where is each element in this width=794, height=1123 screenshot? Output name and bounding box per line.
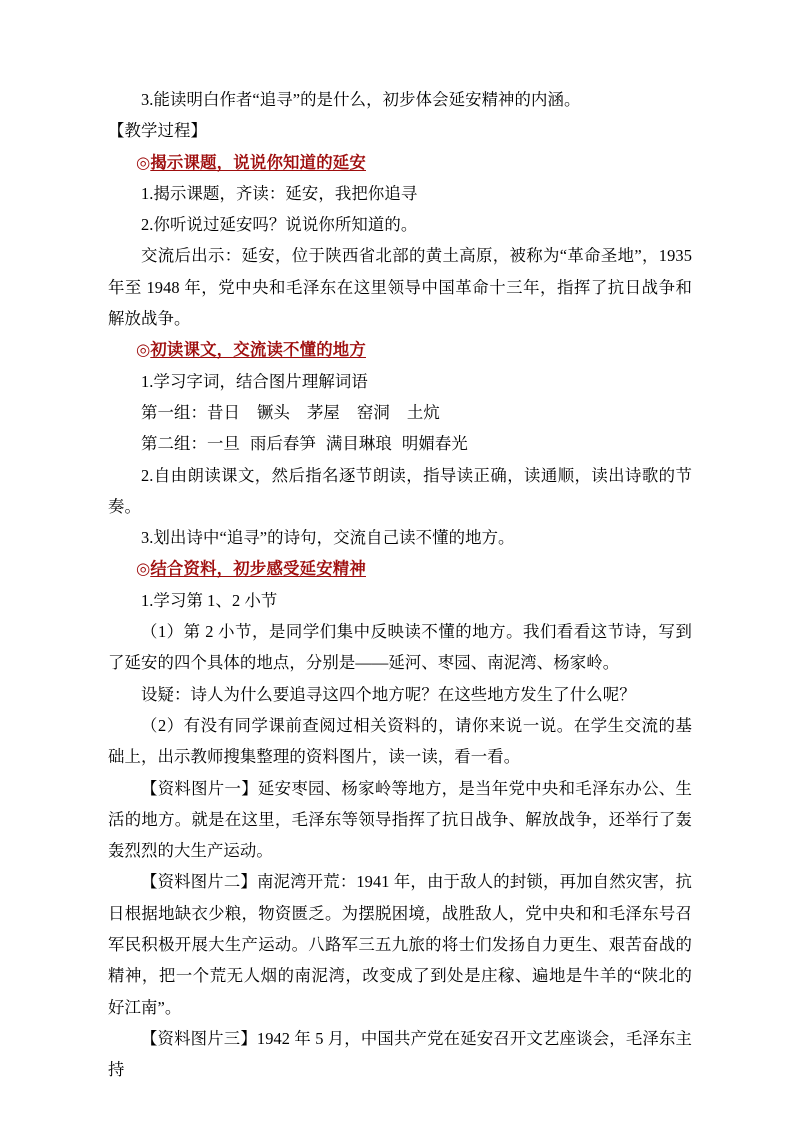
paragraph-step-2-1: 1.学习字词，结合图片理解词语 xyxy=(141,371,368,391)
paragraph-material-3: 【资料图片三】1942 年 5 月，中国共产党在延安召开文艺座谈会，毛泽东主持 xyxy=(108,1028,692,1080)
vocab-group-1-word-2: 茅屋 xyxy=(306,402,340,422)
vocab-group-2-word-1: 雨后春笋 xyxy=(249,434,316,454)
vocab-group-1-word-1: 镢头 xyxy=(256,402,290,422)
heading-reveal-topic-label: 揭示课题，说说你知道的延安 xyxy=(150,152,366,172)
heading-combine-materials xyxy=(108,553,692,584)
heading-first-reading xyxy=(108,334,692,365)
vocab-group-2-word-0: 一旦 xyxy=(206,434,240,454)
paragraph-objective-3: 3.能读明白作者“追寻”的是什么，初步体会延安精神的内涵。 xyxy=(141,90,581,109)
vocab-group-2-word-3: 明媚春光 xyxy=(401,434,468,454)
vocab-row-group-2 xyxy=(108,428,692,459)
vocab-group-1-label: 第一组： xyxy=(141,402,207,422)
heading-first-reading-label: 初读课文，交流读不懂的地方 xyxy=(150,340,366,360)
paragraph-step-3-question: 设疑：诗人为什么要追寻这四个地方呢？在这些地方发生了什么呢？ xyxy=(141,684,636,704)
ring-icon: ◎ xyxy=(136,152,151,172)
vocab-group-2-label: 第二组： xyxy=(141,434,207,454)
paragraph-section-label-process: 【教学过程】 xyxy=(108,121,207,141)
paragraph-step-1-1: 1.揭示课题，齐读：延安，我把你追寻 xyxy=(141,183,418,203)
paragraph-step-1-3: 交流后出示：延安，位于陕西省北部的黄土高原，被称为“革命圣地”，1935 年至 1948 年，党中央和毛泽东在这里领导中国革命十三年，指挥了抗日战争和解放战争。 xyxy=(108,246,692,329)
vocab-group-1-word-4: 土炕 xyxy=(406,402,440,422)
paragraph-step-2-2: 2.自由朗读课文，然后指名逐节朗读，指导读正确，读通顺，读出诗歌的节奏。 xyxy=(108,465,692,516)
paragraph-material-2: 【资料图片二】南泥湾开荒：1941 年，由于敌人的封锁，再加自然灾害，抗日根据地缺衣少粮，物资匮乏。为摆脱困境，战胜敌人，党中央和和毛泽东号召军民积极开展大生产运动。八路军三五九旅的将士们发扬自力更生、艰苦奋战的精神，把一个荒无人烟的南泥湾，改变成了到处是庄稼、遍地是牛羊的“陕北的好江南”。 xyxy=(108,872,692,1017)
paragraph-step-1-2: 2.你听说过延安吗？说说你所知道的。 xyxy=(141,215,418,235)
paragraph-step-3-1a: （1）第 2 小节，是同学们集中反映读不懂的地方。我们看看这节诗，写到了延安的四个具体的地点，分别是——延河、枣园、南泥湾、杨家岭。 xyxy=(108,622,692,673)
heading-combine-materials-label: 结合资料，初步感受延安精神 xyxy=(150,559,366,579)
heading-reveal-topic xyxy=(108,147,692,178)
text-column xyxy=(108,84,692,1086)
vocab-row-group-1 xyxy=(108,397,692,428)
paragraph-material-1: 【资料图片一】延安枣园、杨家岭等地方，是当年党中央和毛泽东办公、生活的地方。就是在这里，毛泽东等领导指挥了抗日战争、解放战争，还举行了轰轰烈烈的大生产运动。 xyxy=(108,778,692,861)
ring-icon: ◎ xyxy=(136,559,151,579)
vocab-group-1-word-0: 昔日 xyxy=(206,402,240,422)
ring-icon: ◎ xyxy=(136,340,151,360)
paragraph-step-3-1: 1.学习第 1、2 小节 xyxy=(141,590,278,610)
paragraph-step-2-3: 3.划出诗中“追寻”的诗句，交流自己读不懂的地方。 xyxy=(141,528,515,548)
vocab-group-1-word-3: 窑洞 xyxy=(356,402,390,422)
paragraph-step-3-1b: （2）有没有同学课前查阅过相关资料的，请你来说一说。在学生交流的基础上，出示教师搜集整理的资料图片，读一读，看一看。 xyxy=(108,715,692,767)
vocab-group-2-word-2: 满目琳琅 xyxy=(325,434,392,454)
